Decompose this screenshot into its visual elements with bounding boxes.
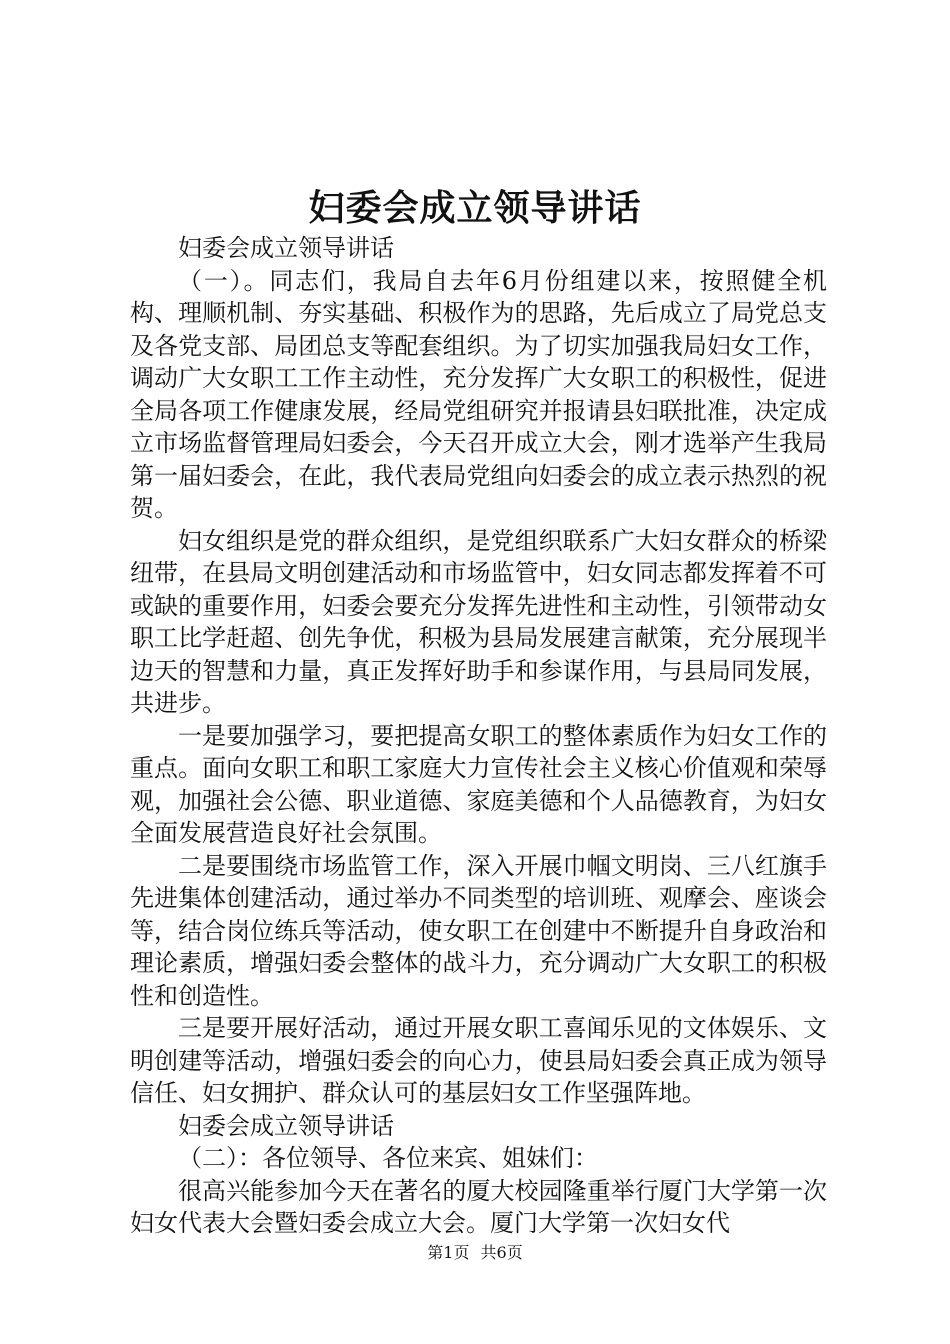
paragraph-subtitle-1: 妇委会成立领导讲话 bbox=[178, 234, 394, 262]
paragraph-point-two: 二是要围绕市场监管工作，深入开展巾帼文明岗、三八红旗手先进集体创建活动，通过举办不同类型的培训班、观摩会、座谈会等，结合岗位练兵等活动，使女职工在创建中不断提升自身政治和理论素质，增强妇委会整体的战斗力，充分调动广大女职工的积极性和创造性。 bbox=[130, 851, 827, 1010]
paragraph-women-organization: 妇女组织是党的群众组织，是党组织联系广大妇女群众的桥梁纽带，在县局文明创建活动和市场监管中，妇女同志都发挥着不可或缺的重要作用，妇委会要充分发挥先进性和主动性，引领带动女职工比学赶超、创先争优，积极为县局发展建言献策，充分展现半边天的智慧和力量，真正发挥好助手和参谋作用，与县局同发展，共进步。 bbox=[130, 526, 827, 717]
page-footer bbox=[0, 1242, 950, 1264]
page-number: 第1页 bbox=[427, 1243, 470, 1262]
page-total: 共6页 bbox=[480, 1243, 523, 1262]
paragraph-section-2-opening: 很高兴能参加今天在著名的厦大校园隆重举行厦门大学第一次妇女代表大会暨妇委会成立大会。厦门大学第一次妇女代 bbox=[130, 1176, 827, 1237]
paragraph-point-one: 一是要加强学习，要把提高女职工的整体素质作为妇女工作的重点。面向女职工和职工家庭大力宣传社会主义核心价值观和荣辱观，加强社会公德、职业道德、家庭美德和个人品德教育，为妇女全面发展营造良好社会氛围。 bbox=[130, 721, 827, 847]
document-title: 妇委会成立领导讲话 bbox=[308, 187, 642, 229]
paragraph-point-three: 三是要开展好活动，通过开展女职工喜闻乐见的文体娱乐、文明创建等活动，增强妇委会的向心力，使县局妇委会真正成为领导信任、妇女拥护、群众认可的基层妇女工作坚强阵地。 bbox=[130, 1014, 827, 1107]
paragraph-subtitle-2: 妇委会成立领导讲话 bbox=[178, 1111, 394, 1140]
paragraph-section-1: （一）。同志们，我局自去年6月份组建以来，按照健全机构、理顺机制、夯实基础、积极作为的思路，先后成立了局党总支及各党支部、局团总支等配套组织。为了切实加强我局妇女工作，调动广大女职工工作主动性，充分发挥广大女职工的积极性，促进全局各项工作健康发展，经局党组研究并报请县妇联批准，决定成立市场监督管理局妇委会，今天召开成立大会，刚才选举产生我局第一届妇委会，在此，我代表局党组向妇委会的成立表示热烈的祝贺。 bbox=[130, 266, 827, 522]
paragraph-section-2-greeting: （二）：各位领导、各位来宾、姐妹们： bbox=[178, 1144, 598, 1172]
document-body bbox=[130, 232, 827, 1240]
